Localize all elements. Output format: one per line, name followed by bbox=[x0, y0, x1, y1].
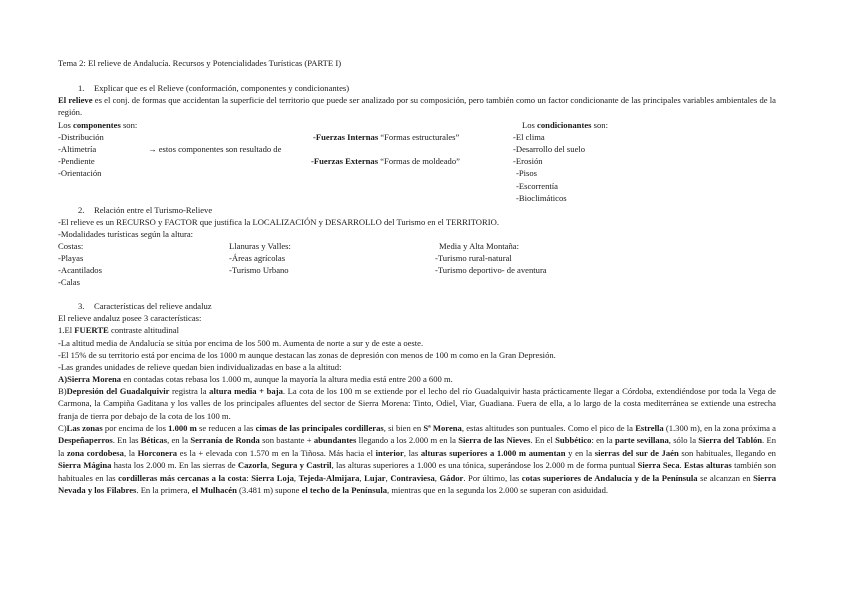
condition-item: -Pisos bbox=[516, 168, 538, 178]
llanuras-item: -Turismo Urbano bbox=[229, 265, 289, 275]
condition-item: -Escorrentía bbox=[516, 181, 558, 191]
components-heading: Los componentes son: bbox=[58, 120, 138, 130]
costas-item: -Calas bbox=[58, 277, 80, 287]
zonas-paragraph: C)Las zonas por encima de los 1.000 m se reducen a las cimas de las principales cordilleras, si bien en Sª Morena, estas altitudes son puntuales. Como el pico de la Estrella (1.300 m), en la zona próxima a Despeñaperros. En las Béticas, en la Serranía de Ronda son bastante + abundantes llegando a los 2.000 m en la Sierra de las Nieves. En el Subbético: en la parte sevillana, sólo la Sierra del Tablón. En la zona cordobesa, la Horconera es la + elevada con 1.570 m en la Tiñosa. Más hacia el interior, las alturas superiores a 1.000 m aumentan y en la sierras del sur de Jaén son habituales, llegando en Sierra Mágina hasta los 2.000 m. En las sierras de Cazorla, Segura y Castril, las alturas superiores a 1.000 es una tónica, superándose los 2.000 m de forma puntual Sierra Seca. Estas alturas también son habituales en las cordilleras más cercanas a la costa: Sierra Loja, Tejeda-Almijara, Lujar, Contraviesa, Gádor. Por último, las cotas superiores de Andalucía y de la Península se alcanzan en Sierra Nevada y los Filabres. En la primera, el Mulhacén (3.481 m) supone el techo de la Península, mientras que en la segunda los 2.000 se superan con asiduidad. bbox=[58, 423, 777, 496]
costas-header: Costas: bbox=[58, 241, 84, 251]
relieve-definition-text: es el conj. de formas que accidentan la superficie del territorio que puede ser analizado por su composición, pero también como un factor condicionante de las principales variables ambientales de la región. bbox=[58, 95, 776, 118]
relieve-term: El relieve bbox=[58, 95, 93, 105]
llanuras-item: -Áreas agrícolas bbox=[229, 253, 286, 263]
sierra-morena-line: A)Sierra Morena en contadas cotas rebasa los 1.000 m, aunque la mayoría la altura media está entre 200 a 600 m. bbox=[58, 374, 453, 384]
section-2-heading: Relación entre el Turismo-Relieve bbox=[94, 205, 213, 215]
depresion-paragraph: B)Depresión del Guadalquivir registra la altura media + baja. La cota de los 100 m se extiende por el lecho del río Guadalquivir hasta prácticamente llegar a Córdoba, extendiéndose por toda la Vega de Carmona, la Campiña Gaditana y los valles de los principales afluentes del sector de Sierra Morena: Tinto, Odiel, Viar, Guadiana. Fuera de ella, a lo largo de la costa mediterránea se extiende una estrecha franja de tierra por debajo de la cota de los 100 m. bbox=[58, 386, 776, 421]
condition-item: -Desarrollo del suelo bbox=[513, 144, 586, 154]
condition-item: -Bioclimáticos bbox=[516, 193, 567, 203]
component-item: -Pendiente bbox=[58, 156, 95, 166]
condition-item: -Erosión bbox=[513, 156, 543, 166]
costas-item: -Acantilados bbox=[58, 265, 102, 275]
components-arrow-note: → estos componentes son resultado de bbox=[148, 144, 282, 154]
condition-item: -El clima bbox=[513, 132, 545, 142]
montana-header: Media y Alta Montaña: bbox=[439, 241, 519, 251]
component-item: -Distribución bbox=[58, 132, 104, 142]
altitude-line: -Las grandes unidades de relieve quedan bien individualizadas en base a la altitud: bbox=[58, 362, 342, 372]
altitude-line: -La altitud media de Andalucía se sitúa por encima de los 500 m. Aumenta de norte a sur y de este a oeste. bbox=[58, 338, 424, 348]
section-1-heading: Explicar que es el Relieve (conformación, componentes y condicionantes) bbox=[94, 83, 350, 93]
costas-item: -Playas bbox=[58, 253, 84, 263]
llanuras-header: Llanuras y Valles: bbox=[229, 241, 291, 251]
relieve-definition bbox=[58, 94, 776, 119]
section-3-number: 3. bbox=[78, 301, 85, 311]
strong-contrast-line: 1.El FUERTE contraste altitudinal bbox=[58, 325, 179, 335]
component-item: -Orientación bbox=[58, 168, 102, 178]
force-internal: -Fuerzas Internas “Formas estructurales” bbox=[313, 132, 460, 142]
altitude-line: -El 15% de su territorio está por encima de los 1000 m aunque destacan las zonas de depresión con menos de 100 m como en la Gran Depresión. bbox=[58, 350, 556, 360]
section-2-number: 2. bbox=[78, 205, 85, 215]
tourism-resource-line: -El relieve es un RECURSO y FACTOR que justifica la LOCALIZACIÓN y DESARROLLO del Turismo en el TERRITORIO. bbox=[58, 217, 499, 227]
force-external: -Fuerzas Externas “Formas de moldeado” bbox=[311, 156, 460, 166]
relief-intro: El relieve andaluz posee 3 características: bbox=[58, 313, 202, 323]
conditions-heading: Los condicionantes son: bbox=[522, 120, 608, 130]
document-title: Tema 2: El relieve de Andalucía. Recursos y Potencialidades Turísticas (PARTE I) bbox=[58, 58, 342, 68]
section-1-number: 1. bbox=[78, 83, 85, 93]
section-3-heading: Características del relieve andaluz bbox=[94, 301, 212, 311]
component-item: -Altimetría bbox=[58, 144, 97, 154]
montana-item: -Turismo rural-natural bbox=[435, 253, 512, 263]
tourism-modalities-line: -Modalidades turísticas según la altura: bbox=[58, 229, 194, 239]
montana-item: -Turismo deportivo- de aventura bbox=[435, 265, 547, 275]
